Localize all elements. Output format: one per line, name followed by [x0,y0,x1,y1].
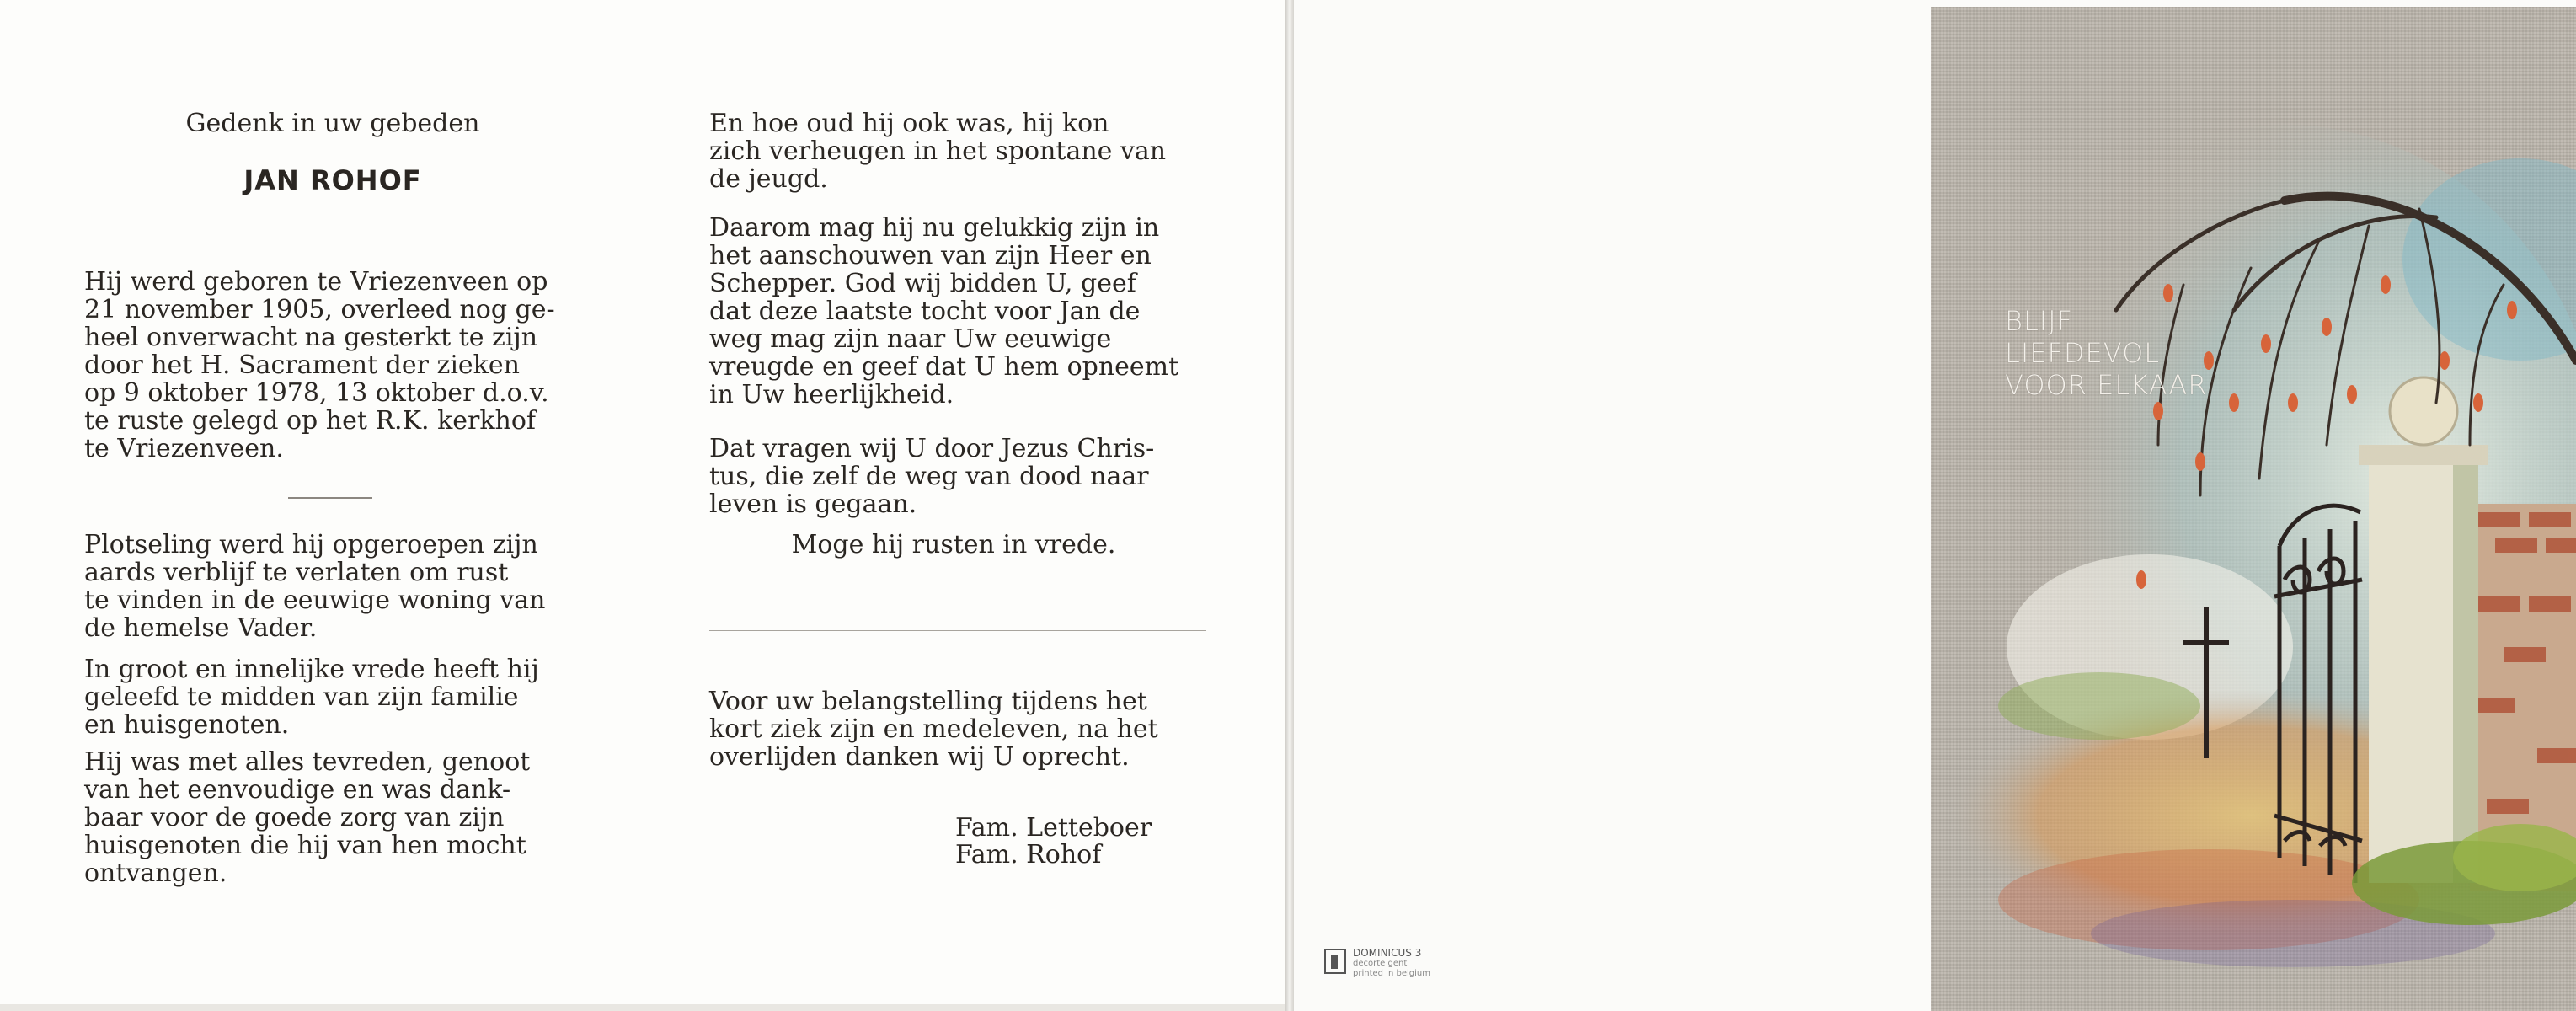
deceased-name: JAN ROHOF [243,164,422,196]
prayer-heading: Gedenk in uw gebeden [185,109,480,138]
cover-motto: BLIJF LIEFDEVOL VOOR ELKAAR [2005,305,2208,401]
grave-cross-bar [2183,640,2229,645]
long-divider [709,630,1206,631]
publisher-logo [1324,945,1493,987]
signature-letteboer: Fam. Letteboer [955,813,1152,842]
pillar-cap [2359,445,2488,465]
grave-cross-post [2204,607,2209,758]
prayer-paragraph: Daarom mag hij nu gelukkig zijn in het aanschouwen van zijn Heer en Schepper. God wij bidden U, geef dat deze laatste tocht voor Jan de weg mag zijn naar Uw eeuwige vreugde en geef dat U hem opneemt in Uw heerlijkheid. [709,213,1179,409]
pillar-ball [2390,377,2457,445]
youth-paragraph: En hoe oud hij ook was, hij kon zich verheugen in het spontane van de jeugd. [709,109,1167,194]
publisher-city: decorte gent [1353,959,1408,968]
publisher-name: DOMINICUS 3 [1353,947,1422,959]
publisher-printed: printed in belgium [1353,969,1430,978]
distant-grass [1998,672,2200,740]
christ-paragraph: Dat vragen wij U door Jezus Chris- tus, die zelf de weg van dood naar leven is gegaan. [709,434,1155,519]
rest-in-peace-line: Moge hij rusten in vrede. [791,530,1116,559]
cover-illustration [1931,7,2576,1011]
biography-paragraph: Hij werd geboren te Vriezenveen op 21 november 1905, overleed nog ge- heel onverwacht na gesterkt te zijn door het H. Sacrament der zieken op 9 oktober 1978, 13 oktober d.o.v. te ruste gelegd op het R.K. kerkhof te Vriezenveen. [84,267,555,463]
short-divider [288,497,372,499]
signature-rohof: Fam. Rohof [955,840,1102,869]
contentment-paragraph: Hij was met alles tevreden, genoot van het eenvoudige en was dank- baar voor de goede zorg van zijn huisgenoten die hij van hen mocht ontvangen. [84,747,531,888]
card-fold [1285,0,1294,1011]
calling-paragraph: Plotseling werd hij opgeroepen zijn aards verblijf te verlaten om rust te vinden in de eeuwige woning van de hemelse Vader. [84,530,546,643]
publisher-mark-icon [1324,949,1346,974]
thanks-paragraph: Voor uw belangstelling tijdens het kort ziek zijn en medeleven, na het overlijden danken wij U oprecht. [709,687,1158,772]
watercolor-gate-scene [1931,7,2576,1011]
peace-paragraph: In groot en innelijke vrede heeft hij geleefd te midden van zijn familie en huisgenoten. [84,655,539,740]
inner-spread [0,0,1285,1004]
pillar-shade [2453,462,2478,883]
